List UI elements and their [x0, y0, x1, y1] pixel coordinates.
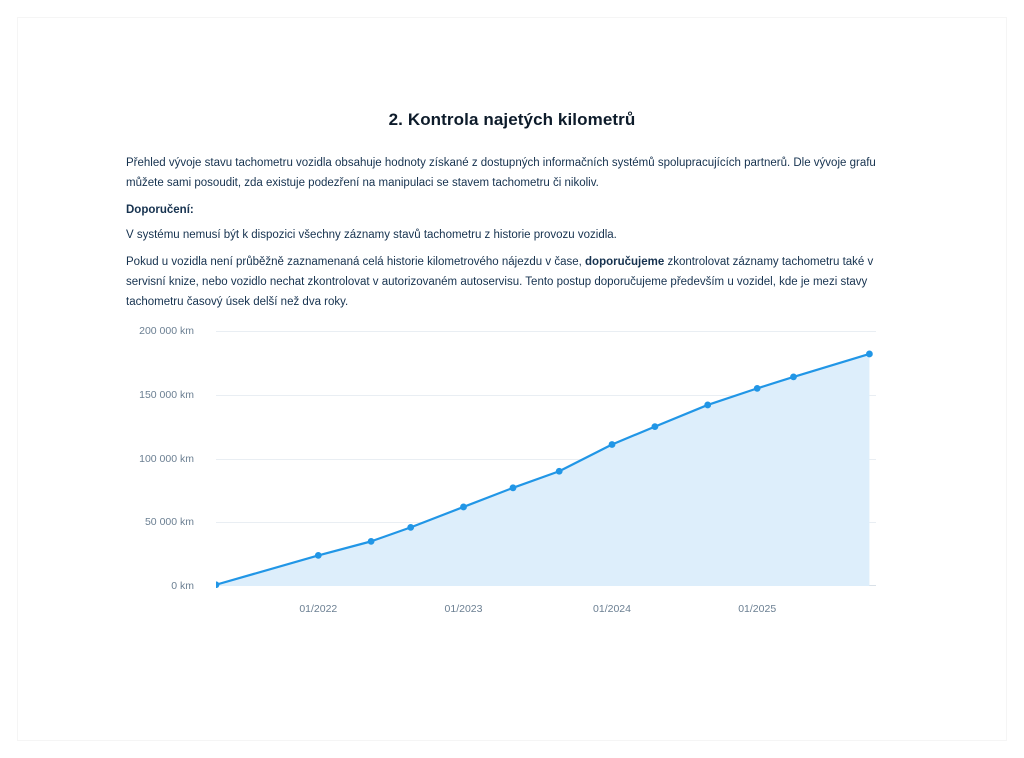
chart-data-point[interactable]	[704, 402, 711, 409]
chart-data-point[interactable]	[556, 468, 563, 475]
chart-data-point[interactable]	[368, 538, 375, 545]
chart-data-point[interactable]	[790, 374, 797, 381]
chart-series	[216, 331, 876, 588]
system-note-paragraph: V systému nemusí být k dispozici všechny záznamy stavů tachometru z historie provozu vozidla.	[126, 229, 617, 241]
x-axis-tick-label: 01/2024	[593, 603, 631, 615]
y-axis-tick-label: 0 km	[171, 580, 194, 592]
chart-area-fill	[216, 354, 869, 586]
chart-data-point[interactable]	[609, 441, 616, 448]
chart-plot-area	[139, 325, 876, 615]
recommendation-paragraph	[126, 252, 886, 312]
document-page	[18, 18, 1006, 740]
x-axis-tick-label: 01/2022	[299, 603, 338, 615]
intro-paragraph: Přehled vývoje stavu tachometru vozidla obsahuje hodnoty získané z dostupných informačních systémů spolupracujících partnerů. Dle vývoje grafu můžete sami posoudit, zda existuje podezření na manipulaci se stavem tachometru či nikoliv.	[126, 157, 876, 189]
chart-data-point[interactable]	[754, 385, 761, 392]
chart-data-point[interactable]	[866, 351, 873, 358]
chart-data-point[interactable]	[460, 504, 467, 511]
chart-data-point[interactable]	[652, 423, 659, 430]
y-axis-tick-label: 200 000 km	[139, 325, 194, 337]
y-axis-tick-label: 100 000 km	[139, 452, 194, 465]
chart-data-point[interactable]	[315, 552, 322, 559]
x-axis-tick-label: 01/2025	[738, 603, 777, 615]
recommendation-text-part1: Pokud u vozidla není průběžně zaznamenaná celá historie kilometrového nájezdu v čase,	[126, 256, 586, 268]
x-axis-tick-label: 01/2023	[444, 603, 483, 615]
recommendation-text-part2: zkontrolovat záznamy tachometru také v servisní knize, nebo vozidlo nechat zkontrolovat v autorizovaném autoservisu. Tento postup doporučujeme především u vozidel, kde je mezi stavy tachometru časový úsek delší než dva roky.	[126, 256, 874, 308]
y-axis-tick-label: 50 000 km	[144, 516, 194, 529]
y-axis-tick-label: 150 000 km	[139, 388, 194, 401]
recommendation-heading: Doporučení:	[126, 204, 194, 216]
chart-data-point[interactable]	[407, 524, 414, 531]
page-title: 2. Kontrola najetých kilometrů	[388, 110, 636, 129]
chart-data-point[interactable]	[510, 484, 517, 491]
recommendation-text-bold: doporučujeme	[585, 256, 665, 268]
mileage-chart	[126, 323, 886, 615]
chart-data-point[interactable]	[216, 581, 219, 588]
